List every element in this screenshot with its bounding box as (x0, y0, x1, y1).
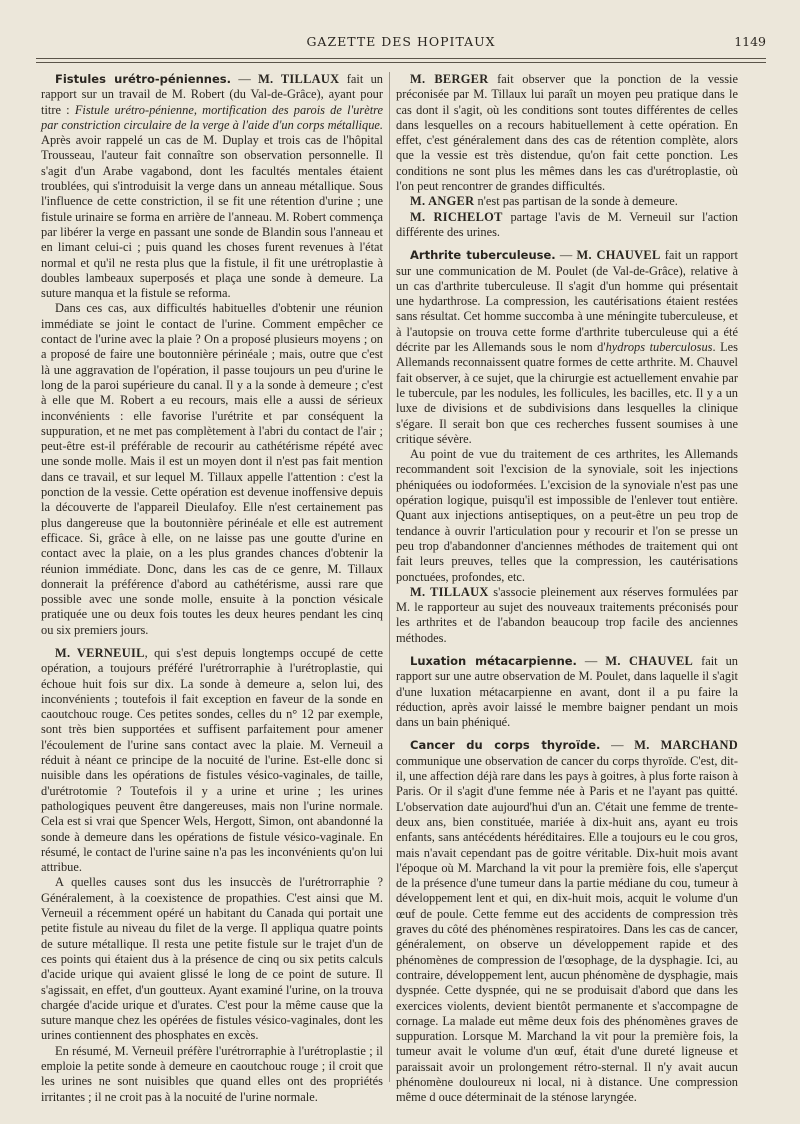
paragraph (41, 72, 383, 301)
right-column (396, 72, 738, 1106)
speaker-name: M. RICHELOT (410, 209, 503, 224)
speaker-name: M. TILLAUX (258, 72, 340, 86)
section-rubric: Cancer du corps thyroïde. (410, 738, 601, 753)
text-run: , qui s'est depuis longtemps occupé de cette opération, a toujours préféré l'urétrorraphie à l'urétroplastie, qui échoue huit fois sur dix. La sonde à demeure a, selon lui, des inconvénients ; toutefois il fait exception en faveur de la sonde en caoutchouc rouge. Ces petites sondes, celles du n° 12 par exemple, sont très bien supportées et suffisent parfaitement pour amener l'écoulement de l'urine sans contact avec la plaie. M. Verneuil a réduit à néant ce principe de la nocuité de l'urine. Est-elle donc si nuisible dans les opérations de fistules vésico-vaginales, de taille, d'urétrotomie ? Toutefois il y a urine et urine ; les urines pathologiques peuvent être dangereuses, mais non l'urine normale. Cela est si vrai que Spencer Wels, Hergott, Simon, ont abandonné la sonde à demeure dans les opérations de fistule vésico-vaginale. En résumé, le contact de l'urine saine n'a pas les inconvénients qu'on lui attribue. (41, 645, 384, 875)
text-run: — (576, 653, 606, 668)
text-run: fait un rapport sur une autre observation de M. Poulet, dans laquelle il s'agit d'une luxation métacarpienne en avant, dont il a pu faire la réduction, après avoir laissé le membre baigner pendant un mois dans un bain phéniqué. (396, 653, 738, 730)
paragraph (396, 248, 738, 447)
text-run: En résumé, M. Verneuil préfère l'urétrorraphie à l'urétroplastie ; il emploie la petite sonde à demeure en caoutchouc rouge ; il croit que les urines ne sont nuisibles que quand elles ont des propriétés irritantes ; il ne croit pas à la nocuité de l'urine normale. (41, 1043, 383, 1104)
paragraph (396, 72, 738, 194)
header-rule-top (36, 58, 766, 59)
text-run: Dans ces cas, aux difficultés habituelles d'obtenir une réunion immédiate se joint le contact de l'urine. Comment empêcher ce contact de l'urine avec la plaie ? On a proposé plusieurs moyens ; on a proposé de faire une boutonnière périnéale ; mais, outre que c'est là une aggravation de l'opération, il passe toujours un peu d'urine le long de la paroi supérieure du canal. Il y a la sonde à demeure ; c'est à elle que M. Robert a eu recours, mais elle a aussi de sérieux inconvénients : elle favorise l'urétrite et par conséquent la suppuration, et ne met pas complètement à l'abri du contact de l'air ; peut-être est-il préférable de recourir au cathétérisme répété avec une sonde molle. Mais il est un moyen dont il n'est pas fait mention dans ce travail, et sur lequel M. Tillaux appelle l'attention : c'est la ponction de la vessie. Cette opération est devenue inoffensive depuis la découverte de l'appareil Dieulafoy. Elle n'est certainement pas plus dangereuse que la boutonnière périnéale et elle est autrement efficace. Si, grâce à elle, on ne laisse pas une goutte d'urine en contact avec la plaie, on a les plus grandes chances d'obtenir la réunion immédiate. Donc, dans les cas de ce genre, M. Tillaux donnerait la préférence d'abord au cathétérisme, aussi rare que possible avec une sonde molle, ensuite à la ponction vésicale pratiquée une ou deux fois toutes les deux heures pendant les cinq ou six premiers jours. (41, 301, 383, 637)
section-rubric: Fistules urétro-péniennes. (55, 72, 231, 86)
section-rubric: Arthrite tuberculeuse. (410, 248, 556, 263)
text-run: fait observer que la ponction de la vessie préconisée par M. Tillaux lui paraît un moyen peu pratique dans le cas dont il s'agit, où les conditions sont toutes différentes de celles dans lesquelles on a recours habituellement à cette opération. En effet, c'est généralement dans des cas de rétention complète, alors que la vessie est très distendue, qu'on fait cette ponction. Les conditions ne sont plus les mêmes dans les cas d'urétroplastie, où l'on peut rencontrer de grandes difficultés. (396, 72, 738, 194)
speaker-name: M. VERNEUIL (55, 645, 145, 660)
paragraph (396, 447, 738, 585)
paragraph (41, 646, 383, 875)
paragraph (396, 194, 738, 209)
text-run: n'est pas partisan de la sonde à demeure. (474, 194, 678, 209)
text-run: — (600, 738, 635, 753)
text-run: partage l'avis de M. Verneuil sur l'action différente des urines. (396, 209, 738, 239)
column-divider (389, 72, 390, 1082)
paragraph (396, 210, 738, 241)
text-run: Après avoir rappelé un cas de M. Duplay et trois cas de l'hôpital Trousseau, l'auteur fait connaître son observation personnelle. Il s'agit d'un Arabe vagabond, dont les facultés mentales étaient troublées, qui s'introduisit la verge dans un anneau métallique. Sous l'influence de cette constriction, il se fit une rétention d'urine ; une fistule urinaire se forma en arrière de l'anneau. M. Robert commença par libérer la verge en passant une sonde de Blandin sous l'anneau et en limant celui-ci ; puis quand les choses furent revenues à l'état normal et qu'il ne resta plus que la fistule, il fit une urétroplastie à doubles lambeaux superposés et plaça une sonde à demeure. La suture manqua et la fistule se reforma. (41, 133, 383, 301)
speaker-name: M. ANGER (410, 194, 475, 209)
left-column (41, 72, 383, 1105)
text-run: — (555, 248, 577, 263)
text-run: fait un rapport sur un travail de M. Robert (du Val-de-Grâce), ayant pour titre : (41, 72, 383, 117)
paragraph (41, 1044, 383, 1105)
text-run: — (231, 72, 259, 86)
text-run: . Les Allemands reconnaissent quatre formes de cette arthrite. M. Chauvel fait observer, à ce sujet, que la chirurgie est actuellement envahie par le tubercule, par les nodules, les follicules, les bacilles, etc. Il y a un luxe de divisions et de subdivisions dans lesquelles la clinique s'égare. Il serait bon que ces recherches fussent soumises à une critique sévère. (396, 340, 739, 446)
journal-title: GAZETTE DES HOPITAUX (306, 34, 496, 49)
speaker-name: M. MARCHAND (634, 738, 739, 753)
paragraph (396, 738, 738, 1105)
section-rubric: Luxation métacarpienne. (410, 653, 577, 668)
italic-text: Fistule urétro-pénienne, mortification des parois de l'urètre par constriction circulaire de la verge à l'aide d'un corps métallique. (41, 102, 384, 132)
speaker-name: M. CHAUVEL (576, 248, 661, 263)
header-rule-bottom (36, 62, 766, 63)
page-header (36, 34, 766, 52)
italic-text: hydrops tuberculosus (605, 340, 713, 355)
text-run: s'associe pleinement aux réserves formulées par M. le rapporteur au sujet des nouveaux traitements préconisés pour les arthrites et de l'abandon beaucoup trop facile des anciennes méthodes. (396, 584, 738, 645)
text-run: Au point de vue du traitement de ces arthrites, les Allemands recommandent soit l'excision de la synoviale, soit les injections phéniquées ou iodoformées. L'excision de la synoviale n'est pas une opération logique, puisqu'il est impossible de l'enlever tout entière. Quant aux injections antiseptiques, on a peut-être un peu trop de tendance à ouvrir l'articulation pour y recourir et l'on se presse un peu trop d'abandonner d'anciennes méthodes de traitement qui ont fait leurs preuves, telles que la compression, les cautérisations ponctuées, profondes, etc. (396, 447, 738, 584)
text-run: A quelles causes sont dus les insuccès de l'urétrorraphie ? Généralement, à la coexistence de propathies. C'est ainsi que M. Verneuil a récemment opéré un habitant du Canada qui portait une petite fistule au niveau du filet de la verge. Il appliqua quatre points de suture métallique. Il resta une petite fistule sur le trajet d'un de ces points qui étaient dus à la présence de cinq ou six petits calculs d'acide urique qui avaient glissé le long de ce point de suture. Il s'agissait, en effet, d'un goutteux. Ayant examiné l'urine, on la trouva chargée d'acide urique et d'urates. C'est pour la même cause que la suture manque chez les opérées de fistules vésico-vaginales, dont les urines contiennent des phosphates en excès. (41, 875, 383, 1043)
paragraph (396, 585, 738, 646)
speaker-name: M. TILLAUX (410, 584, 489, 599)
text-run: communique une observation de cancer du corps thyroïde. C'est, dit-il, une affection déjà rare dans les pays à goitres, à plus forte raison à Paris. Or il s'agit d'une femme née à Paris et ne l'ayant pas quitté. L'observation date aujourd'hui d'un an. C'était une femme de trente-deux ans, bien constituée, mariée à dix-huit ans, ayant eu trois enfants, sans antécédents héréditaires. Elle a toujours eu le cou gros, mais n'avait cependant pas de goitre véritable. Dix-huit mois avant l'époque où M. Marchand la vit pour la première fois, elle s'aperçut de la présence d'une tumeur dans la partie médiane du cou, tumeur à développement lent et qui, en dix-huit mois, acquit le volume d'un œuf de poule. Cette femme eut des accidents de compression très graves du côté des phénomènes respiratoires. Dans les cas de cancer, généralement, on observe un développement rapide et des phénomènes de compression de l'œsophage, de la dysphagie. Ici, au contraire, développement lent, aucun phénomène de dysphagie, mais dyspnée. Cette dyspnée, qui ne se produisait d'abord que dans les exercices violents, devient bientôt permanente et s'accompagne de cornage. La malade eut même deux fois des phénomènes graves de suppuration. Lorsque M. Marchand la vit pour la première fois, la tumeur avait le volume d'un œuf, était d'une dureté ligneuse et paraissait avoir un prolongement rétro-sternal. Il n'y avait aucun phénomène douloureux ni local, ni à distance. Une compression même d ouce déterminait de la sténose laryngée. (396, 753, 738, 1105)
paragraph (396, 654, 738, 730)
page-number: 1149 (734, 34, 766, 49)
text-run: fait un rapport sur une communication de M. Poulet (de Val-de-Grâce), relative à un cas d'arthrite tuberculeuse. Il s'agit d'un homme qui présentait une hydarthrose. La compression, les cautérisations étaient restées sans résultat. Cet homme succomba à une méningite tuberculeuse, et à l'autopsie on trouva cette forme d'arthrite tuberculeuse qui a été décrite par les Allemands sous le nom d' (396, 248, 738, 355)
paragraph (41, 875, 383, 1043)
paragraph (41, 301, 383, 638)
speaker-name: M. BERGER (410, 72, 489, 86)
speaker-name: M. CHAUVEL (605, 653, 694, 668)
